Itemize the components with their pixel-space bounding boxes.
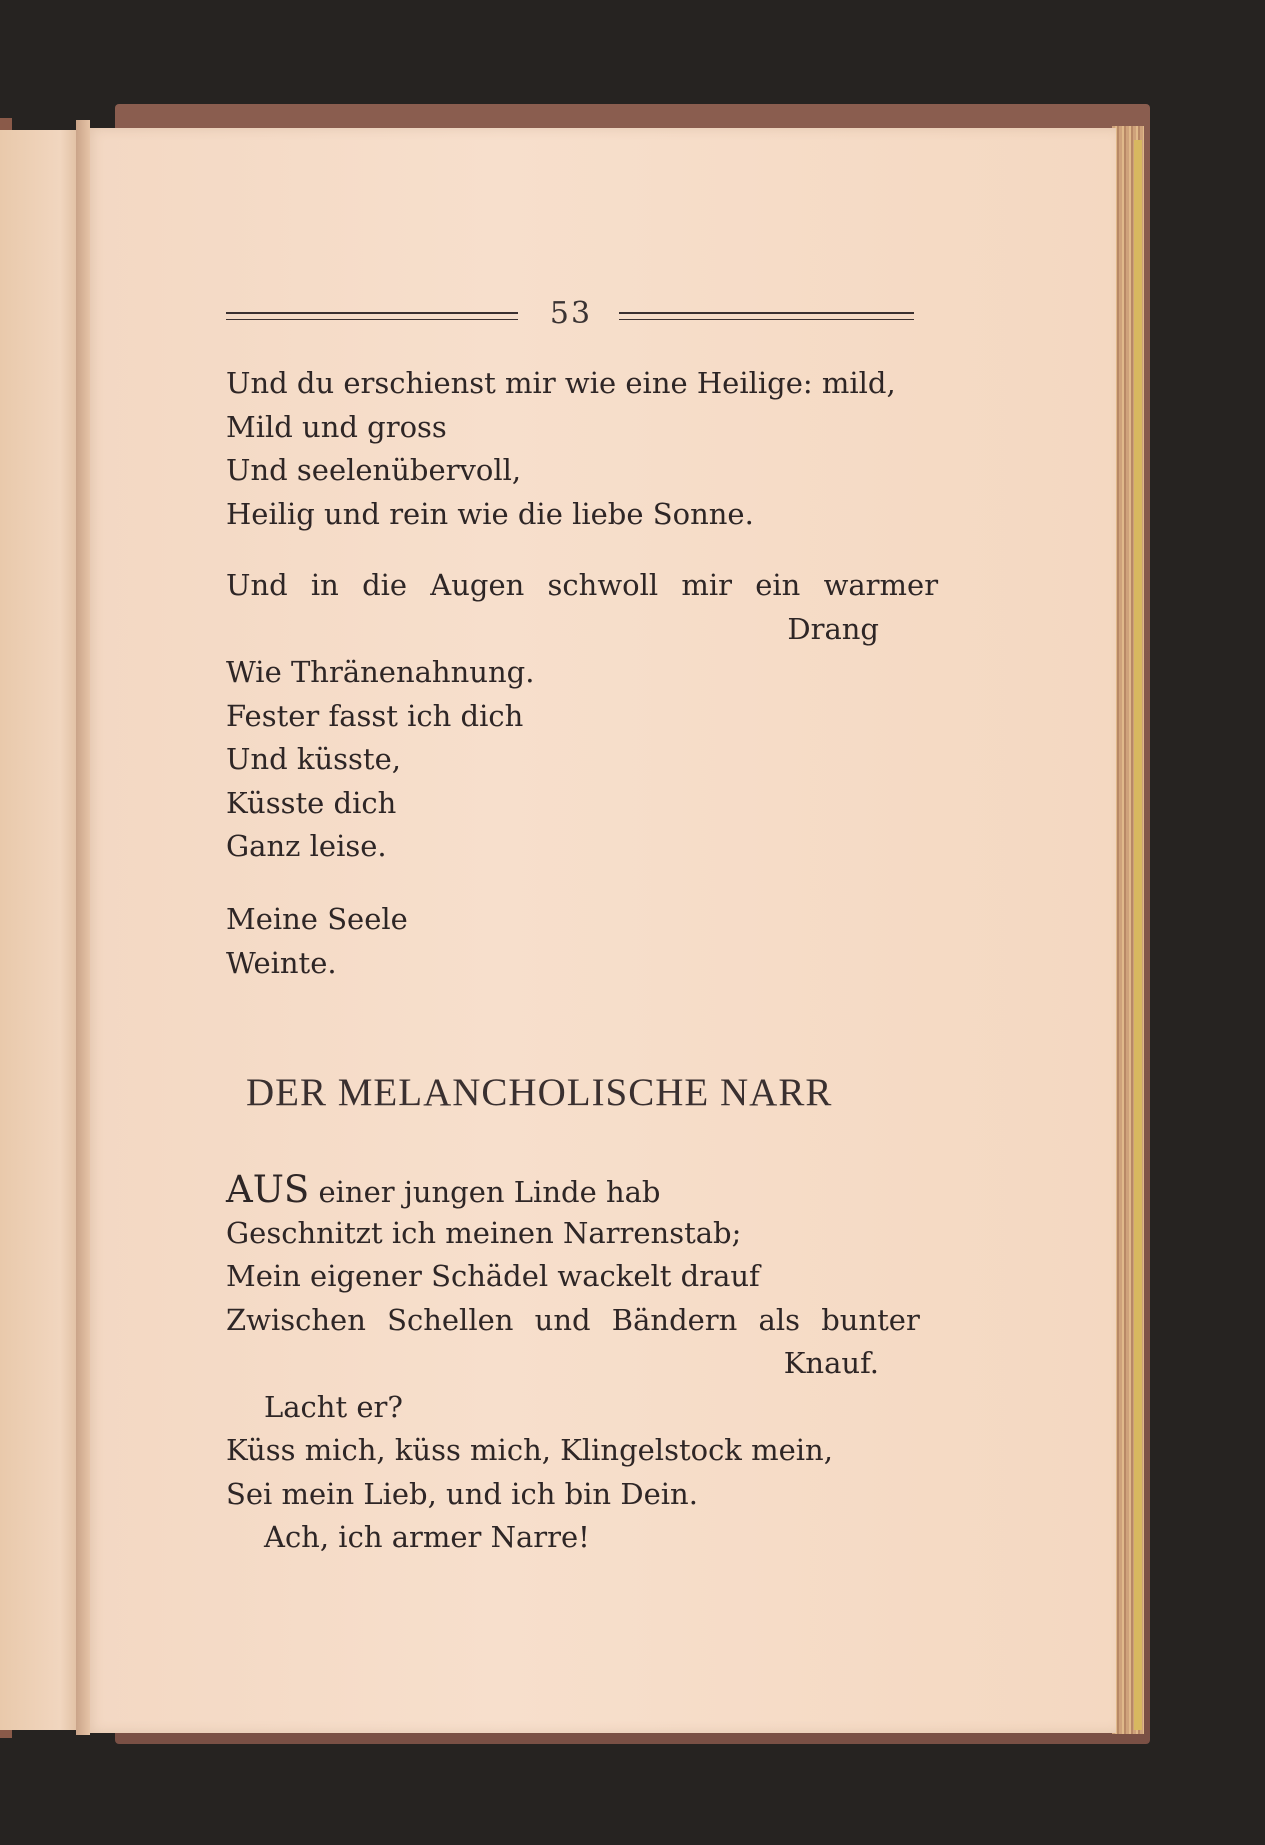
verse-line: Küsste dich <box>226 785 397 820</box>
page-header <box>226 296 914 336</box>
verse-line: Mild und gross <box>226 409 447 444</box>
left-page <box>0 130 86 1730</box>
header-rule-left <box>226 312 518 320</box>
verse-line: Küss mich, küss mich, Klingelstock mein, <box>226 1433 833 1467</box>
poem1-stanza2 <box>226 564 939 869</box>
header-rule-right <box>619 312 914 320</box>
verse-line: Und seelenübervoll, <box>226 453 522 487</box>
verse-line: Lacht er? <box>264 1389 403 1424</box>
verse-line: Geschnitzt ich meinen Narrenstab; <box>226 1215 742 1250</box>
poem2-title: DER MELANCHOLISCHE NARR <box>246 1071 833 1114</box>
verse-line: Weinte. <box>226 945 337 980</box>
poem1-stanza1 <box>226 362 926 536</box>
verse-line: Und du erschienst mir wie eine Heilige: mild, <box>226 366 896 400</box>
verse-line: Fester fasst ich dich <box>226 698 524 733</box>
verse-line: Ach, ich armer Narre! <box>264 1520 590 1554</box>
verse-line-continuation: Drang <box>787 611 879 646</box>
verse-line <box>226 1168 926 1212</box>
poem2-body <box>226 1168 926 1560</box>
page-number: 53 <box>549 296 593 331</box>
verse-line: Sei mein Lieb, und ich bin Dein. <box>226 1476 698 1511</box>
verse-line: Wie Thränenahnung. <box>226 655 535 689</box>
first-line-rest: einer jungen Linde hab <box>309 1175 661 1209</box>
verse-line: Mein eigener Schädel wackelt drauf <box>226 1259 760 1293</box>
gutter <box>76 120 90 1735</box>
verse-line: Zwischen Schellen und Bändern als bunter <box>226 1302 920 1337</box>
verse-line: Heilig und rein wie die liebe Sonne. <box>226 496 754 531</box>
verse-line: Und in die Augen schwoll mir ein warmer <box>226 568 939 602</box>
poem1-stanza3 <box>226 898 926 985</box>
verse-line: Meine Seele <box>226 902 408 936</box>
verse-line: Und küsste, <box>226 742 401 776</box>
verse-line: Ganz leise. <box>226 829 387 863</box>
gilt-edge <box>1134 140 1142 1730</box>
verse-line-continuation: Knauf. <box>783 1346 879 1380</box>
first-word-caps: AUS <box>226 1168 310 1211</box>
